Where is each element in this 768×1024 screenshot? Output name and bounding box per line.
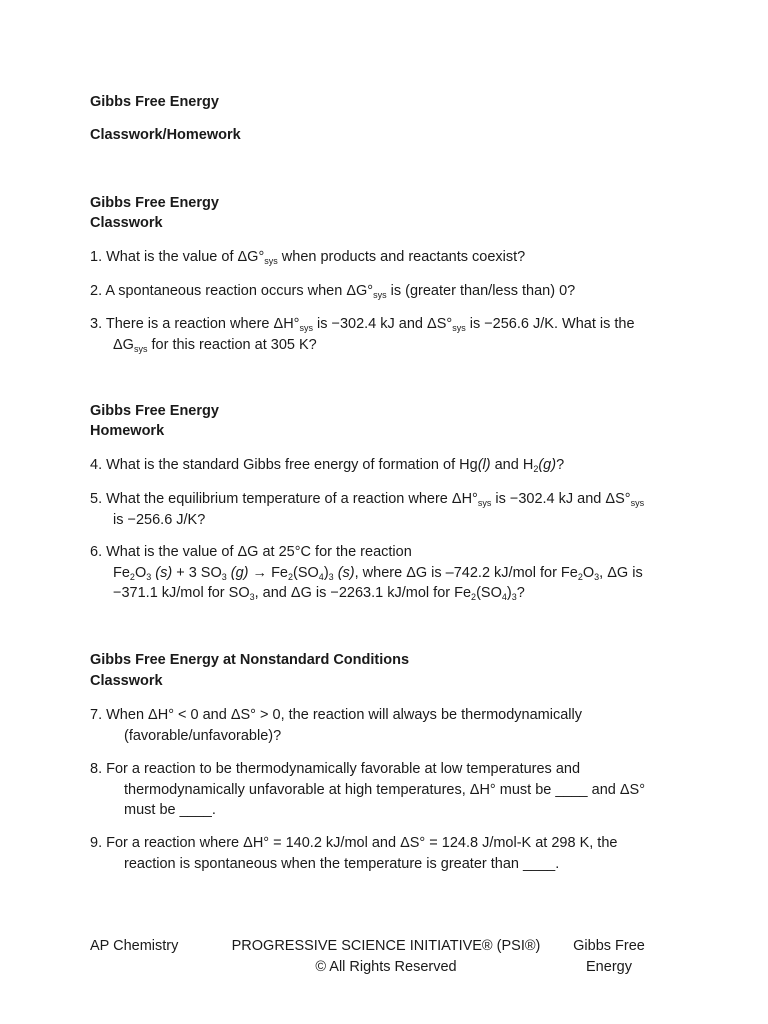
question-text: What is the value of ΔG at 25°C for the reaction: [106, 544, 412, 560]
section-title: Gibbs Free Energy: [90, 195, 219, 211]
section-subtitle: Classwork: [90, 673, 163, 689]
subscript: 3: [511, 592, 517, 602]
question-text: is −302.4 kJ and ΔS°: [312, 316, 453, 332]
subscript: 2: [129, 571, 135, 582]
formula-text: Fe: [271, 564, 288, 581]
section-subtitle: Homework: [90, 423, 165, 439]
formula-text: O: [582, 564, 595, 581]
state-label: (s): [151, 564, 173, 581]
question-number: 8.: [90, 761, 103, 777]
subscript: 3: [594, 571, 600, 582]
question-number: 6.: [90, 544, 103, 560]
subscript: sys: [264, 256, 278, 266]
document-subtitle: Classwork/Homework: [90, 127, 241, 143]
question-6: [90, 542, 680, 604]
question-text: ΔG: [113, 336, 134, 353]
question-text: ?: [516, 585, 525, 601]
question-7: [90, 705, 680, 746]
question-number: 2.: [90, 283, 103, 299]
section-subtitle: Classwork: [90, 215, 163, 231]
footer-copyright: © All Rights Reserved: [315, 958, 457, 975]
subscript: sys: [299, 323, 313, 333]
state-label: (s): [333, 564, 355, 581]
question-text: There is a reaction where ΔH°: [105, 316, 300, 332]
formula-text: (SO: [476, 585, 502, 601]
question-5: [90, 489, 680, 530]
subscript: 4: [318, 571, 324, 582]
question-continuation: [90, 335, 680, 356]
question-text: What is the standard Gibbs free energy of formation of Hg: [106, 457, 478, 473]
question-text: is −302.4 kJ and ΔS°: [491, 491, 631, 507]
question-text: for this reaction at 305 K?: [147, 336, 317, 353]
subscript: sys: [477, 498, 492, 508]
question-continuation: thermodynamically unfavorable at high temperatures, ΔH° must be ____ and ΔS°: [124, 781, 646, 798]
state-label: (g): [538, 457, 557, 473]
question-number: 5.: [90, 491, 103, 507]
subscript: 3: [249, 592, 255, 602]
question-number: 9.: [90, 835, 103, 851]
question-number: 3.: [90, 316, 103, 332]
section-title: Gibbs Free Energy: [90, 403, 219, 419]
question-continuation: [90, 583, 680, 604]
footer-course: AP Chemistry: [90, 938, 179, 954]
section-title: Gibbs Free Energy at Nonstandard Conditions: [90, 652, 410, 668]
subscript: 3: [221, 571, 227, 582]
question-text: When ΔH° < 0 and ΔS° > 0, the reaction will always be thermodynamically: [106, 707, 582, 723]
question-text: For a reaction to be thermodynamically favorable at low temperatures and: [106, 761, 581, 777]
question-8: [90, 759, 680, 821]
question-2: [90, 281, 680, 302]
subscript: 2: [471, 592, 477, 602]
subscript: 3: [146, 571, 152, 582]
footer-topic: [566, 936, 652, 977]
footer-topic-line: Gibbs Free: [573, 938, 645, 954]
question-number: 4.: [90, 457, 103, 473]
question-text: is (greater than/less than) 0?: [386, 283, 576, 299]
subscript: 2: [577, 571, 583, 582]
question-continuation: reaction is spontaneous when the temperature is greater than ____.: [124, 855, 560, 872]
question-text: , ΔG is: [599, 564, 643, 581]
subscript: sys: [630, 498, 645, 508]
state-label: (g): [226, 564, 249, 581]
question-continuation: must be ____.: [124, 802, 216, 818]
reaction-equation: [90, 563, 680, 584]
footer-publisher-name: PROGRESSIVE SCIENCE INITIATIVE® (PSI®): [231, 938, 541, 954]
question-text: ?: [556, 457, 565, 473]
question-9: [90, 833, 680, 874]
question-text: For a reaction where ΔH° = 140.2 kJ/mol and ΔS° = 124.8 J/mol-K at 298 K, the: [106, 835, 618, 851]
question-text: , and ΔG is −2263.1 kJ/mol for Fe: [254, 585, 472, 601]
question-text: is −256.6 J/K. What is the: [465, 316, 635, 332]
document-title: Gibbs Free Energy: [90, 94, 219, 110]
question-number: 7.: [90, 707, 103, 723]
question-text: What the equilibrium temperature of a reaction where ΔH°: [106, 491, 478, 507]
footer-topic-line: Energy: [586, 958, 632, 975]
subscript: 2: [288, 571, 294, 582]
question-continuation: is −256.6 J/K?: [113, 511, 206, 528]
subscript: 2: [533, 464, 539, 474]
formula-text: O: [134, 564, 147, 581]
question-text: −371.1 kJ/mol for SO: [113, 585, 250, 601]
question-text: What is the value of ΔG°: [106, 249, 265, 265]
question-text: A spontaneous reaction occurs when ΔG°: [105, 283, 374, 299]
formula-text: ): [323, 564, 329, 581]
question-continuation: (favorable/unfavorable)?: [124, 727, 282, 744]
formula-text: Fe: [113, 564, 130, 581]
question-text: and H: [490, 457, 534, 473]
arrow-icon: →: [248, 564, 272, 581]
question-3: [90, 314, 680, 355]
formula-text: ): [506, 585, 512, 601]
question-text: , where ΔG is –742.2 kJ/mol for Fe: [354, 564, 578, 581]
footer-publisher: [224, 936, 548, 977]
question-text: when products and reactants coexist?: [277, 249, 526, 265]
subscript: sys: [452, 323, 466, 333]
subscript: 4: [501, 592, 507, 602]
subscript: sys: [133, 343, 148, 354]
question-number: 1.: [90, 249, 103, 265]
formula-text: + 3 SO: [172, 564, 222, 581]
state-label: (l): [477, 457, 491, 473]
subscript: 3: [328, 571, 334, 582]
subscript: sys: [373, 290, 387, 300]
question-1: [90, 247, 680, 268]
formula-text: (SO: [293, 564, 319, 581]
question-4: [90, 455, 680, 476]
